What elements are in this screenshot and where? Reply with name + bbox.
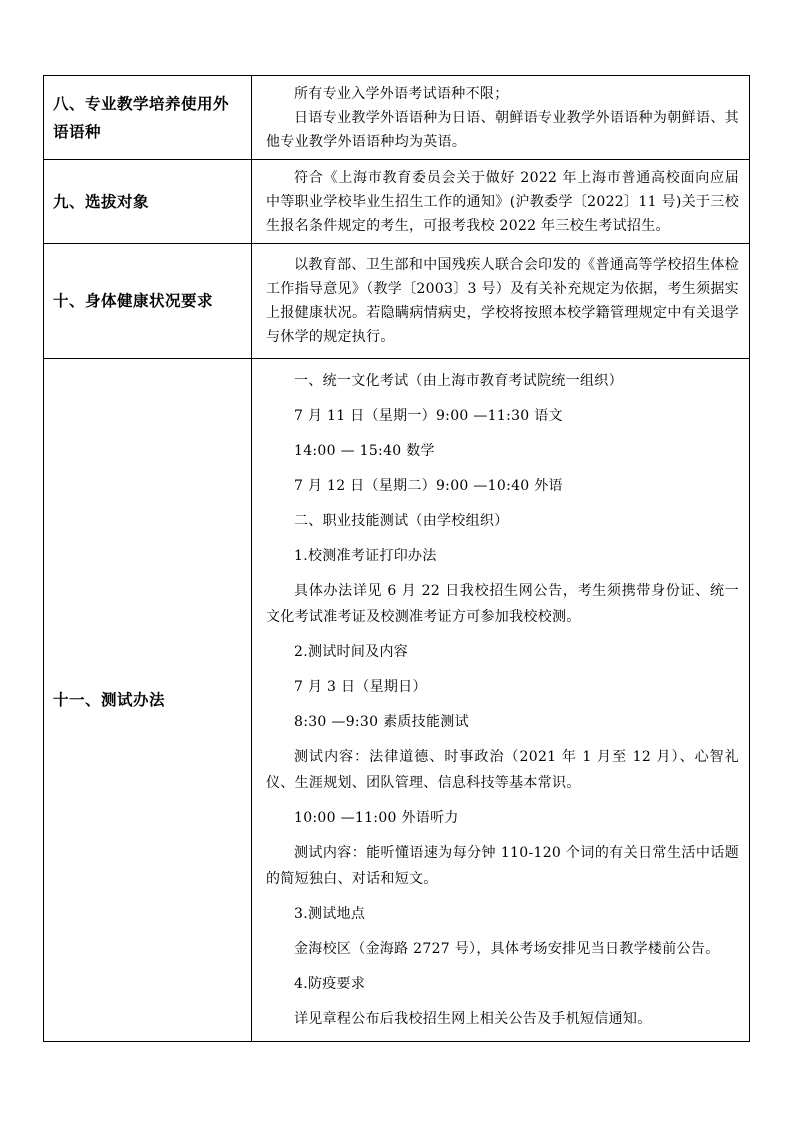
table-row — [44, 244, 750, 359]
test-line: 二、职业技能测试（由学校组织） — [294, 513, 509, 529]
paragraph: 所有专业入学外语考试语种不限； — [294, 85, 509, 102]
row-label: 九、选拔对象 — [44, 160, 252, 244]
test-line: 3.测试地点 — [294, 906, 366, 922]
test-line: 14:00 — 15:40 数学 — [294, 443, 435, 459]
test-line: 8:30 —9:30 素质技能测试 — [294, 714, 469, 730]
test-line: 具体办法详见 6 月 22 日我校招生网公告，考生须携带身份证、统一文化考试准考证及校测准考证方可参加我校校测。 — [266, 583, 739, 625]
test-line: 1.校测准考证打印办法 — [294, 548, 437, 564]
table-row — [44, 76, 750, 160]
admission-info-table — [43, 75, 750, 1042]
test-line: 7 月 11 日（星期一）9:00 —11:30 语文 — [294, 408, 563, 424]
row-label: 十一、测试办法 — [44, 359, 252, 1042]
row-content — [252, 76, 750, 160]
paragraph: 日语专业教学外语语种为日语、朝鲜语专业教学外语语种为朝鲜语、其他专业教学外语语种均为英语。 — [266, 109, 739, 150]
test-line: 详见章程公布后我校招生网上相关公告及手机短信通知。 — [294, 1011, 652, 1027]
row-label: 八、专业教学培养使用外语语种 — [44, 76, 252, 160]
test-line: 7 月 12 日（星期二）9:00 —10:40 外语 — [294, 478, 563, 494]
test-line: 2.测试时间及内容 — [294, 644, 409, 660]
test-line: 金海校区（金海路 2727 号），具体考场安排见当日教学楼前公告。 — [294, 941, 720, 957]
test-line: 4.防疫要求 — [294, 976, 366, 992]
test-line: 7 月 3 日（星期日） — [294, 679, 427, 695]
row-content — [252, 160, 750, 244]
row-content — [252, 359, 750, 1042]
table-row — [44, 359, 750, 1042]
table-row — [44, 160, 750, 244]
paragraph: 以教育部、卫生部和中国残疾人联合会印发的《普通高等学校招生体检工作指导意见》（教学〔2003〕3 号）及有关补充规定为依据，考生须据实上报健康状况。若隐瞒病情病史，学校将按照本校学籍管理规定中有关退学与休学的规定执行。 — [266, 257, 739, 345]
row-label: 十、身体健康状况要求 — [44, 244, 252, 359]
test-line: 测试内容：法律道德、时事政治（2021 年 1 月至 12 月）、心智礼仪、生涯规划、团队管理、信息科技等基本常识。 — [266, 749, 739, 791]
row-content — [252, 244, 750, 359]
test-line: 一、统一文化考试（由上海市教育考试院统一组织） — [294, 373, 623, 389]
test-line: 10:00 —11:00 外语听力 — [294, 810, 459, 826]
test-line: 测试内容：能听懂语速为每分钟 110-120 个词的有关日常生活中话题的简短独白、对话和短文。 — [266, 845, 739, 887]
paragraph: 符合《上海市教育委员会关于做好 2022 年上海市普通高校面向应届中等职业学校毕业生招生工作的通知》(沪教委学〔2022〕11 号)关于三校生报名条件规定的考生，可报考我校 2022 年三校生考试招生。 — [266, 169, 739, 234]
